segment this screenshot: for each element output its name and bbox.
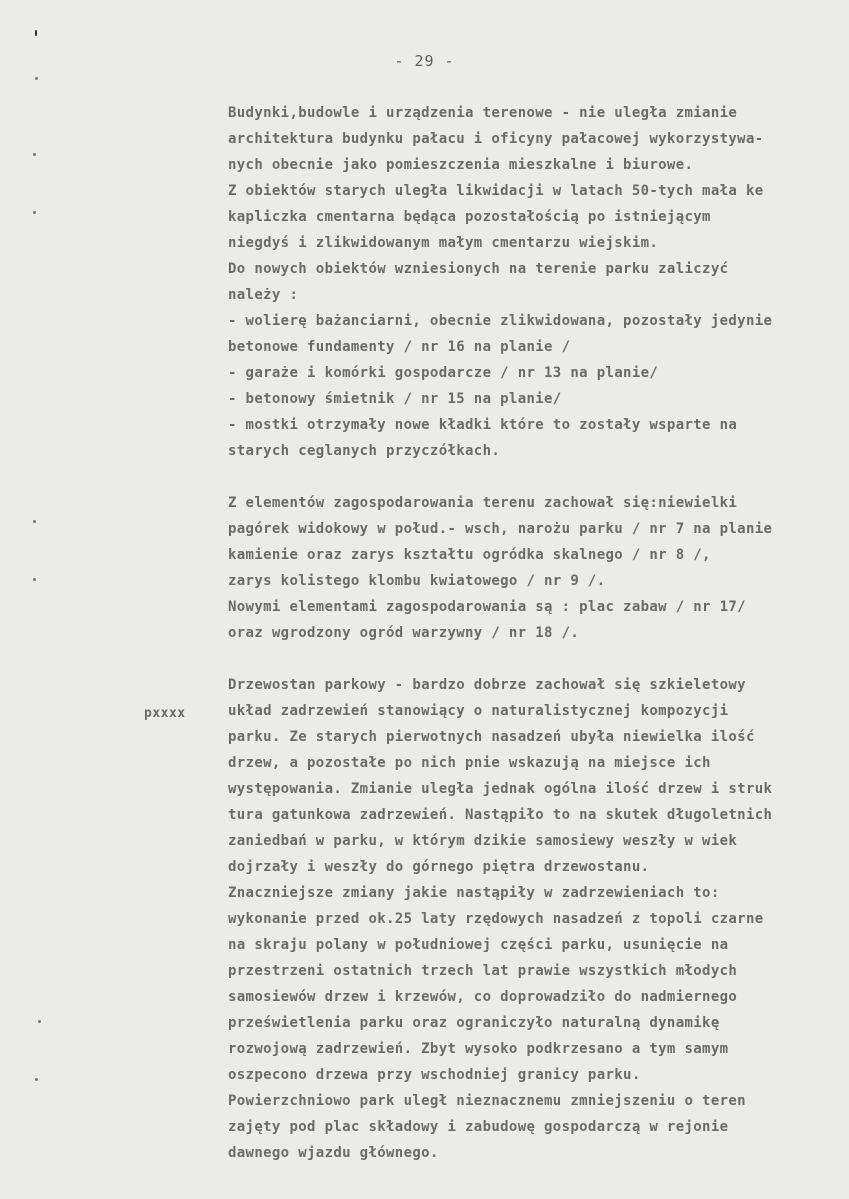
- text-line: prześwietlenia parku oraz ograniczyło naturalną dynamikę: [228, 1015, 720, 1031]
- text-line: drzew, a pozostałe po nich pnie wskazują na miejsce ich: [228, 755, 711, 771]
- text-line: Do nowych obiektów wzniesionych na terenie parku zaliczyć: [228, 261, 729, 277]
- text-line: tura gatunkowa zadrzewień. Nastąpiło to na skutek długoletnich: [228, 807, 773, 823]
- text-line: zaniedbań w parku, w którym dzikie samosiewy weszły w wiek: [228, 833, 738, 849]
- text-line: starych ceglanych przyczółkach.: [228, 443, 501, 459]
- punch-mark: [35, 77, 38, 80]
- text-line: architektura budynku pałacu i oficyny pałacowej wykorzystywa-: [228, 131, 764, 147]
- text-line: - mostki otrzymały nowe kładki które to zostały wsparte na: [228, 417, 738, 433]
- paragraph-gap: [228, 646, 843, 672]
- punch-mark: [38, 1020, 41, 1023]
- text-line: oraz wgrodzony ogród warzywny / nr 18 /.: [228, 625, 580, 641]
- punch-mark: [33, 520, 36, 523]
- punch-mark: [35, 1078, 38, 1081]
- margin-note: pxxxx: [144, 706, 186, 721]
- text-line: na skraju polany w południowej części parku, usunięcie na: [228, 937, 729, 953]
- text-line: przestrzeni ostatnich trzech lat prawie wszystkich młodych: [228, 963, 738, 979]
- punch-mark: [33, 578, 36, 581]
- text-line: - garaże i komórki gospodarcze / nr 13 na planie/: [228, 365, 659, 381]
- text-line: nych obecnie jako pomieszczenia mieszkalne i biurowe.: [228, 157, 694, 173]
- text-line: Z obiektów starych uległa likwidacji w latach 50-tych mała ke: [228, 183, 764, 199]
- text-line: Nowymi elementami zagospodarowania są : plac zabaw / nr 17/: [228, 599, 746, 615]
- text-line: zarys kolistego klombu kwiatowego / nr 9 /.: [228, 573, 606, 589]
- paragraph-gap: [228, 464, 843, 490]
- text-line: rozwojową zadrzewień. Zbyt wysoko podkrzesano a tym samym: [228, 1041, 729, 1057]
- text-line: - wolierę bażanciarni, obecnie zlikwidowana, pozostały jedynie: [228, 313, 773, 329]
- punch-mark: [33, 211, 36, 214]
- text-line: kapliczka cmentarna będąca pozostałością po istniejącym: [228, 209, 711, 225]
- text-line: występowania. Zmianie uległa jednak ogólna ilość drzew i struk: [228, 781, 773, 797]
- body-text: [228, 100, 843, 1166]
- text-line: dojrzały i weszły do górnego piętra drzewostanu.: [228, 859, 650, 875]
- text-line: kamienie oraz zarys kształtu ogródka skalnego / nr 8 /,: [228, 547, 711, 563]
- text-line: dawnego wjazdu głównego.: [228, 1145, 439, 1161]
- text-line: betonowe fundamenty / nr 16 na planie /: [228, 339, 571, 355]
- punch-mark: [33, 153, 36, 156]
- text-line: parku. Ze starych pierwotnych nasadzeń ubyła niewielka ilość: [228, 729, 755, 745]
- page-number: - 29 -: [394, 52, 455, 70]
- text-line: niegdyś i zlikwidowanym małym cmentarzu wiejskim.: [228, 235, 659, 251]
- text-line: Z elementów zagospodarowania terenu zachował się:niewielki: [228, 495, 738, 511]
- text-line: samosiewów drzew i krzewów, co doprowadziło do nadmiernego: [228, 989, 738, 1005]
- text-line: układ zadrzewień stanowiący o naturalistycznej kompozycji: [228, 703, 729, 719]
- text-line: wykonanie przed ok.25 laty rzędowych nasadzeń z topoli czarne: [228, 911, 764, 927]
- punch-mark: [35, 30, 37, 36]
- text-line: oszpecono drzewa przy wschodniej granicy parku.: [228, 1067, 641, 1083]
- text-line: Drzewostan parkowy - bardzo dobrze zachował się szkieletowy: [228, 677, 746, 693]
- text-line: Powierzchniowo park uległ nieznacznemu zmniejszeniu o teren: [228, 1093, 746, 1109]
- text-line: pagórek widokowy w połud.- wsch, narożu parku / nr 7 na planie: [228, 521, 773, 537]
- text-line: zajęty pod plac składowy i zabudowę gospodarczą w rejonie: [228, 1119, 729, 1135]
- text-line: należy :: [228, 287, 299, 303]
- text-line: Budynki,budowle i urządzenia terenowe - nie uległa zmianie: [228, 105, 738, 121]
- text-line: Znaczniejsze zmiany jakie nastąpiły w zadrzewieniach to:: [228, 885, 720, 901]
- text-line: - betonowy śmietnik / nr 15 na planie/: [228, 391, 562, 407]
